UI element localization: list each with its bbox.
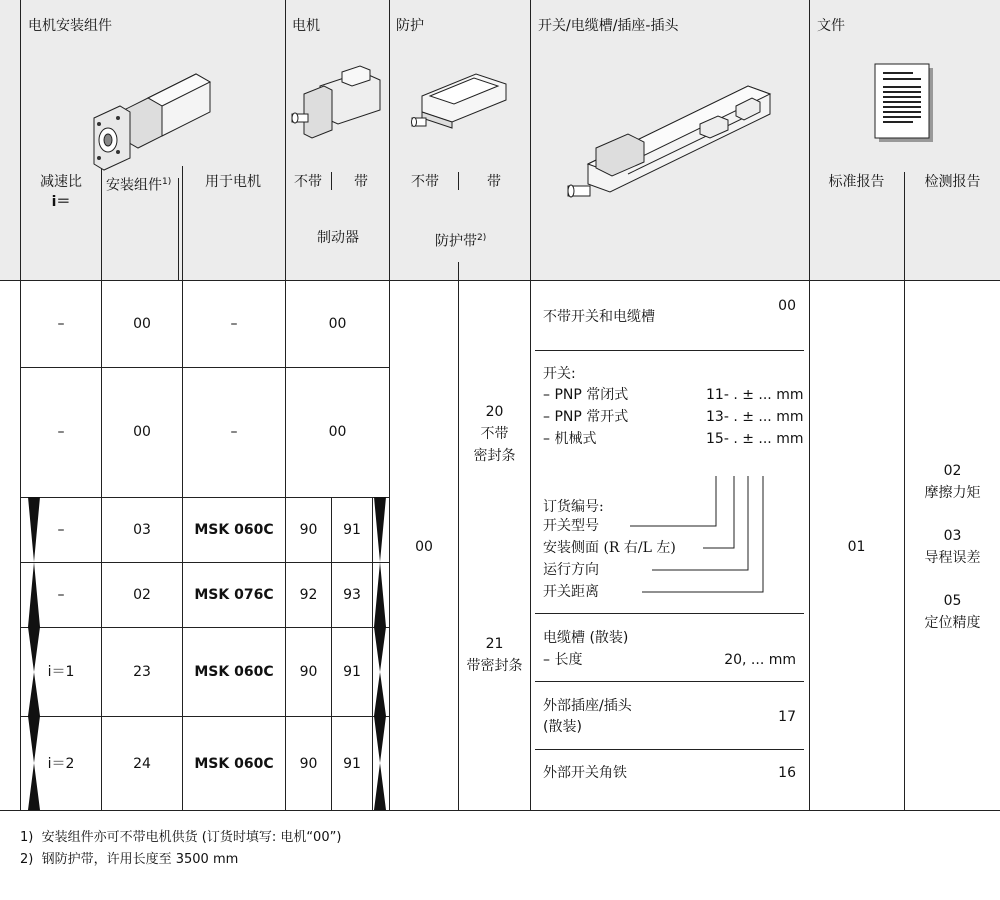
header-motor: 电机 bbox=[292, 18, 320, 34]
order-item: 开关型号 bbox=[543, 518, 599, 534]
order-item: 开关距离 bbox=[543, 584, 599, 600]
row-with-brake: 93 bbox=[343, 587, 361, 603]
protection-option-20-line1: 不带 bbox=[480, 426, 509, 442]
header-for-motor: 用于电机 bbox=[205, 174, 261, 190]
switch-title: 开关: bbox=[543, 366, 576, 382]
row-motor: – bbox=[230, 424, 238, 440]
row-brake: 00 bbox=[328, 424, 347, 440]
switch-item-label: – PNP 常闭式 bbox=[543, 387, 629, 403]
row-with-brake: 91 bbox=[343, 522, 361, 538]
row-without-brake: 90 bbox=[299, 664, 318, 680]
row-ratio: i＝2 bbox=[47, 756, 75, 772]
switch-item-code: 11- . ± ... mm bbox=[706, 387, 804, 403]
row-without-brake: 92 bbox=[299, 587, 318, 603]
right-group-marker bbox=[374, 497, 386, 810]
row-motor: MSK 076C bbox=[194, 587, 274, 603]
protection-option-21-label: 带密封条 bbox=[466, 658, 523, 674]
row-motor: MSK 060C bbox=[194, 522, 274, 538]
header-motor-with: 带 bbox=[354, 174, 368, 190]
switch-item-label: – PNP 常开式 bbox=[543, 409, 629, 425]
plug-label-line1: 外部插座/插头 bbox=[543, 698, 632, 714]
bracket-label: 外部开关角铁 bbox=[543, 765, 627, 781]
header-ratio-symbol: i＝ bbox=[51, 194, 71, 210]
row-motor: MSK 060C bbox=[194, 664, 274, 680]
motor-illustration bbox=[292, 66, 382, 138]
header-ratio: 减速比 bbox=[40, 174, 82, 190]
switch-item-label: – 机械式 bbox=[543, 431, 597, 447]
row-ratio: – bbox=[57, 424, 65, 440]
protection-option-20-code: 20 bbox=[485, 404, 504, 420]
row-kit: 00 bbox=[133, 316, 151, 332]
order-item: 运行方向 bbox=[543, 562, 599, 578]
switch-item-code: 13- . ± ... mm bbox=[706, 409, 804, 425]
test-option-label: 摩擦力矩 bbox=[924, 485, 981, 501]
row-without-brake: 90 bbox=[299, 756, 318, 772]
row-kit: 23 bbox=[133, 664, 151, 680]
order-item: 安装侧面 (R 右/L 左) bbox=[543, 540, 676, 556]
header-motor-without: 不带 bbox=[294, 174, 322, 190]
header-prot-without: 不带 bbox=[411, 174, 439, 190]
cable-code: 20, ... mm bbox=[724, 652, 796, 668]
standard-report-code: 01 bbox=[847, 539, 866, 555]
row-with-brake: 91 bbox=[343, 756, 361, 772]
row-brake: 00 bbox=[328, 316, 347, 332]
row-motor: – bbox=[230, 316, 238, 332]
row-kit: 00 bbox=[133, 424, 151, 440]
switch-rail-illustration bbox=[568, 64, 774, 214]
row-kit: 03 bbox=[133, 522, 151, 538]
header-switch-group: 开关/电缆槽/插座-插头 bbox=[538, 18, 679, 34]
protection-code: 00 bbox=[415, 539, 433, 555]
cable-title: 电缆槽 (散装) bbox=[543, 630, 629, 646]
test-option-code: 05 bbox=[943, 593, 962, 609]
no-switch-code: 00 bbox=[778, 298, 796, 314]
header-protective-band: 防护带$^{2)}$ bbox=[435, 233, 487, 250]
header-assembly-group: 电机安装组件 bbox=[28, 18, 112, 34]
header-documents: 文件 bbox=[817, 18, 845, 34]
row-ratio: – bbox=[57, 316, 65, 332]
row-ratio: – bbox=[57, 522, 65, 538]
row-with-brake: 91 bbox=[343, 664, 361, 680]
left-group-marker bbox=[28, 497, 40, 810]
test-option-code: 03 bbox=[943, 528, 962, 544]
plug-label-line2: (散装) bbox=[543, 719, 582, 735]
test-option-code: 02 bbox=[943, 463, 962, 479]
header-test-report: 检测报告 bbox=[924, 174, 981, 190]
plug-code: 17 bbox=[778, 709, 796, 725]
row-kit: 24 bbox=[133, 756, 151, 772]
test-option-label: 导程误差 bbox=[924, 550, 981, 566]
header-mount-kit: 安装组件$^{1)}$ bbox=[106, 177, 172, 194]
bracket-code: 16 bbox=[778, 765, 796, 781]
footnote: 1) 安装组件亦可不带电机供货 (订货时填写: 电机“00”) bbox=[20, 830, 342, 845]
header-protection: 防护 bbox=[396, 18, 424, 34]
no-switch-label: 不带开关和电缆槽 bbox=[543, 309, 655, 325]
footnote: 2) 钢防护带，许用长度至 3500 mm bbox=[20, 852, 239, 867]
header-brake: 制动器 bbox=[317, 230, 359, 246]
row-kit: 02 bbox=[133, 587, 151, 603]
order-code-leader-lines bbox=[600, 474, 770, 600]
row-ratio: – bbox=[57, 587, 65, 603]
protection-option-21-code: 21 bbox=[485, 636, 504, 652]
test-option-label: 定位精度 bbox=[924, 615, 981, 631]
motor-mount-illustration bbox=[88, 66, 218, 171]
header-standard-report: 标准报告 bbox=[828, 174, 885, 190]
row-motor: MSK 060C bbox=[194, 756, 274, 772]
protection-cover-illustration bbox=[412, 70, 508, 140]
header-prot-with: 带 bbox=[487, 174, 501, 190]
cable-length: – 长度 bbox=[543, 652, 583, 668]
switch-item-code: 15- . ± ... mm bbox=[706, 431, 804, 447]
protection-option-20-line2: 密封条 bbox=[473, 448, 516, 464]
row-ratio: i＝1 bbox=[47, 664, 75, 680]
document-icon bbox=[875, 64, 935, 144]
row-without-brake: 90 bbox=[299, 522, 318, 538]
order-title: 订货编号: bbox=[543, 499, 604, 515]
